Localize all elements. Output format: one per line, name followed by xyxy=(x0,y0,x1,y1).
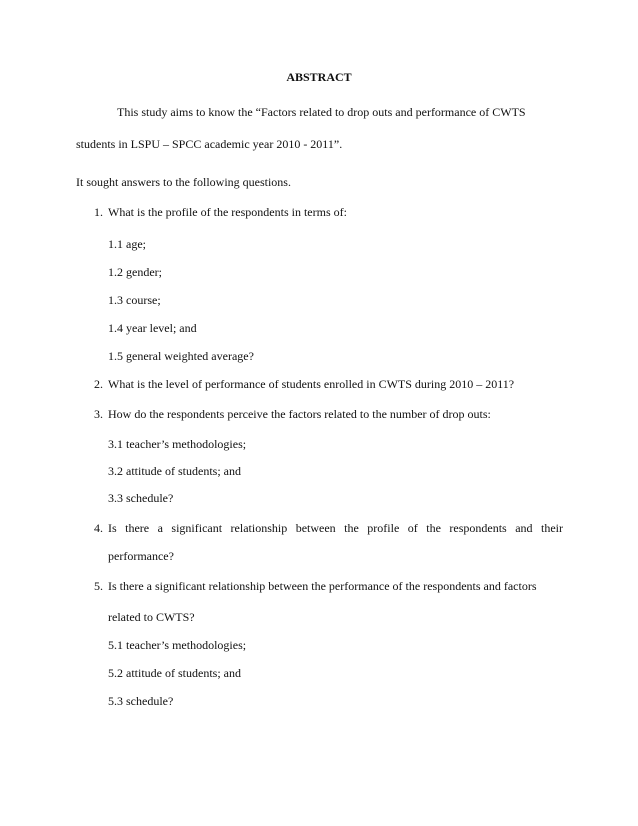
question-5-subitem-3: 5.3 schedule? xyxy=(108,694,174,708)
abstract-title: ABSTRACT xyxy=(286,70,352,84)
question-4-text: Is there a significant relationship between the profile of the respondents and their xyxy=(108,521,563,535)
question-5-text: Is there a significant relationship between the performance of the respondents and factors xyxy=(108,579,537,593)
question-1-subitem-1: 1.1 age; xyxy=(108,237,146,251)
question-5-number: 5. xyxy=(94,579,103,593)
question-2-number: 2. xyxy=(94,377,103,391)
question-5-continuation: related to CWTS? xyxy=(108,610,195,624)
question-3-subitem-3: 3.3 schedule? xyxy=(108,491,174,505)
question-3-subitem-1: 3.1 teacher’s methodologies; xyxy=(108,437,247,451)
question-2-text: What is the level of performance of students enrolled in CWTS during 2010 – 2011? xyxy=(108,377,515,391)
question-4-number: 4. xyxy=(94,521,103,535)
question-1-number: 1. xyxy=(94,205,103,219)
question-3-number: 3. xyxy=(94,407,103,421)
question-1-text: What is the profile of the respondents in terms of: xyxy=(108,205,347,219)
question-5-subitem-1: 5.1 teacher’s methodologies; xyxy=(108,638,247,652)
question-5-subitem-2: 5.2 attitude of students; and xyxy=(108,666,241,680)
intro-line-2: students in LSPU – SPCC academic year 2010 - 2011”. xyxy=(76,137,343,151)
intro-line-1: This study aims to know the “Factors related to drop outs and performance of CWTS xyxy=(117,105,526,119)
question-4-continuation: performance? xyxy=(108,549,174,563)
intro-line-3: It sought answers to the following questions. xyxy=(76,175,291,189)
question-3-text: How do the respondents perceive the factors related to the number of drop outs: xyxy=(108,407,491,421)
question-1-subitem-3: 1.3 course; xyxy=(108,293,161,307)
question-3-subitem-2: 3.2 attitude of students; and xyxy=(108,464,241,478)
question-1-subitem-4: 1.4 year level; and xyxy=(108,321,197,335)
question-1-subitem-2: 1.2 gender; xyxy=(108,265,162,279)
question-1-subitem-5: 1.5 general weighted average? xyxy=(108,349,254,363)
